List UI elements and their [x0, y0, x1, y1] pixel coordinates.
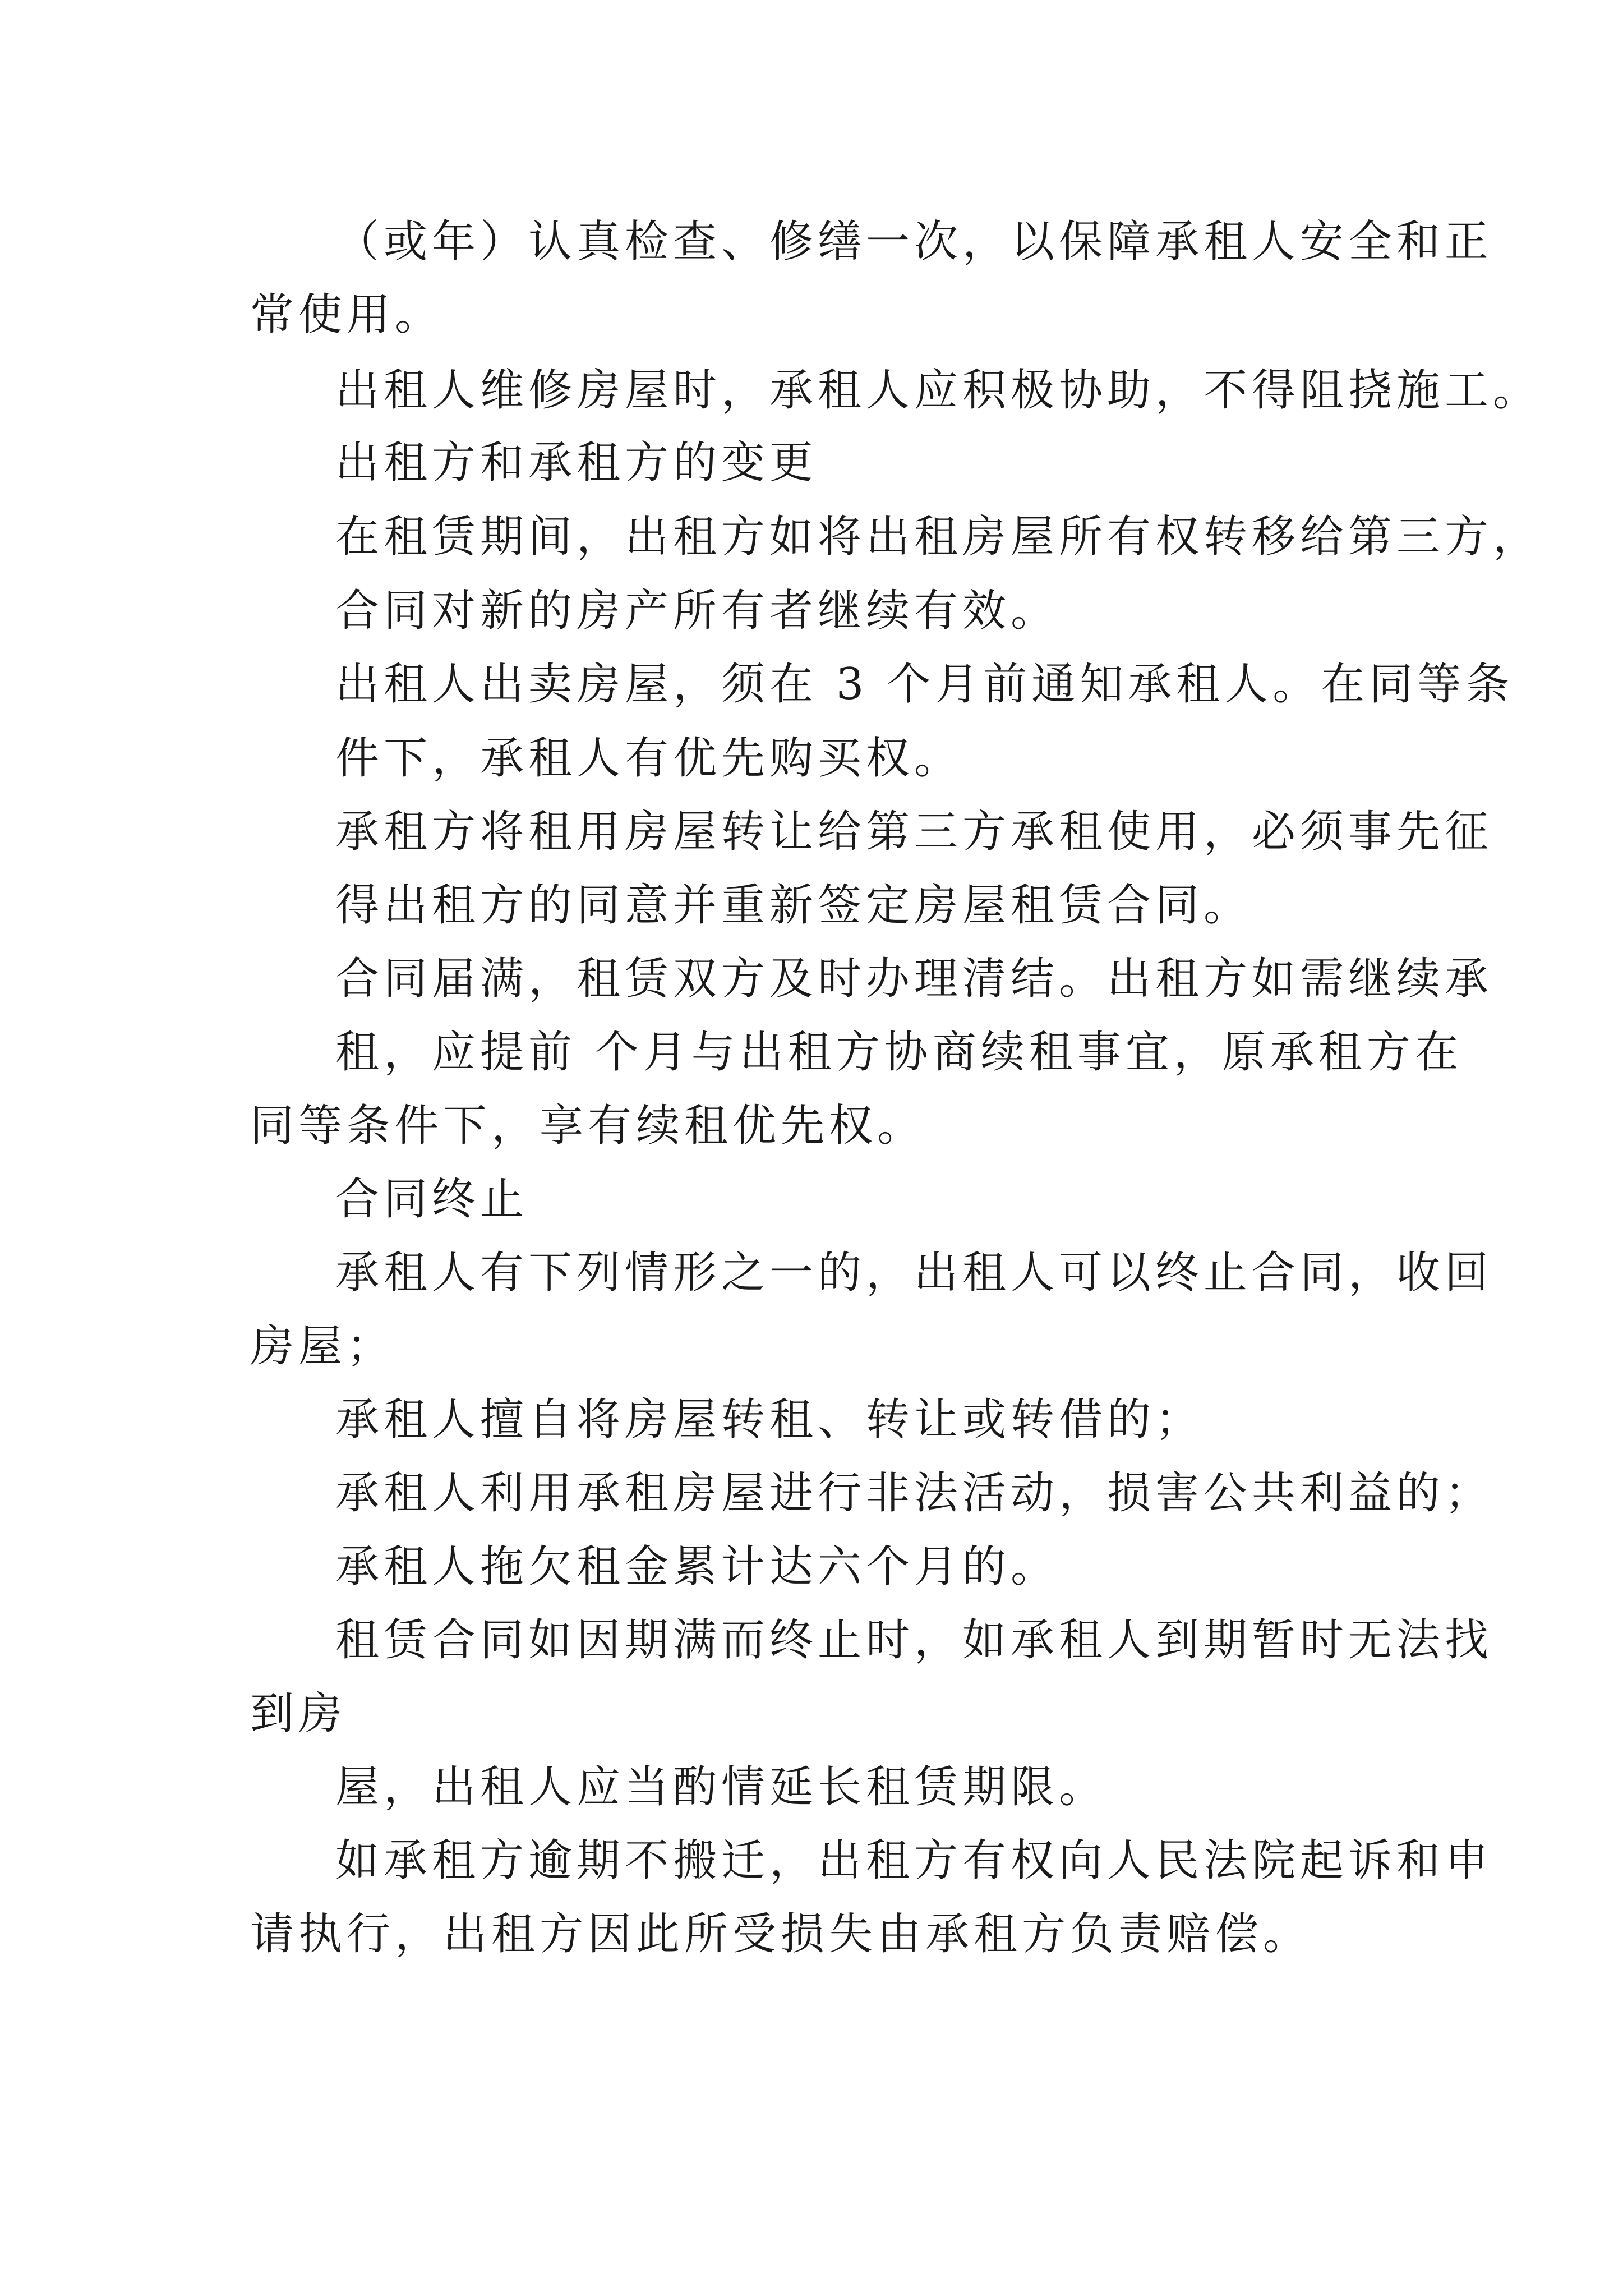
text-line: 承租人拖欠租金累计达六个月的。: [335, 1542, 1059, 1592]
text-line: 常使用。: [250, 289, 444, 340]
section-heading: 出租方和承租方的变更: [335, 438, 818, 488]
text-line: 出租人维修房屋时，承租人应积极协助，不得阻挠施工。: [335, 365, 1542, 416]
text-line: 承租人擅自将房屋转租、转让或转借的；: [335, 1395, 1204, 1445]
text-line: 承租方将租用房屋转让给第三方承租使用，必须事先征: [335, 807, 1493, 857]
text-line: 出租人出卖房屋，须在 3 个月前通知承租人。在同等条: [335, 659, 1514, 710]
section-heading: 合同终止: [335, 1174, 529, 1225]
text-line: 屋，出租人应当酌情延长租赁期限。: [335, 1762, 1108, 1812]
text-line: 如承租方逾期不搬迁，出租方有权向人民法院起诉和申: [335, 1835, 1493, 1886]
text-line: 合同对新的房产所有者继续有效。: [335, 586, 1059, 636]
text-line: 承租人有下列情形之一的，出租人可以终止合同，收回: [335, 1248, 1493, 1298]
text-line: 得出租方的同意并重新签定房屋租赁合同。: [335, 880, 1252, 931]
text-line: 承租人利用承租房屋进行非法活动，损害公共利益的；: [335, 1468, 1493, 1519]
text-line: 件下，承租人有优先购买权。: [335, 733, 963, 784]
text-line: （或年）认真检查、修缮一次，以保障承租人安全和正: [335, 217, 1493, 267]
text-line: 租赁合同如因期满而终止时，如承租人到期暂时无法找: [335, 1615, 1493, 1665]
text-line: 在租赁期间，出租方如将出租房屋所有权转移给第三方，: [335, 512, 1542, 562]
text-line: 合同届满，租赁双方及时办理清结。出租方如需继续承: [335, 954, 1493, 1004]
text-line: 到房: [250, 1688, 347, 1739]
text-line: 请执行，出租方因此所受损失由承租方负责赔偿。: [250, 1909, 1312, 1959]
text-line: 房屋；: [250, 1321, 395, 1372]
text-line: 租，应提前 个月与出租方协商续租事宜，原承租方在: [335, 1027, 1463, 1078]
text-line: 同等条件下，享有续租优先权。: [250, 1101, 926, 1151]
